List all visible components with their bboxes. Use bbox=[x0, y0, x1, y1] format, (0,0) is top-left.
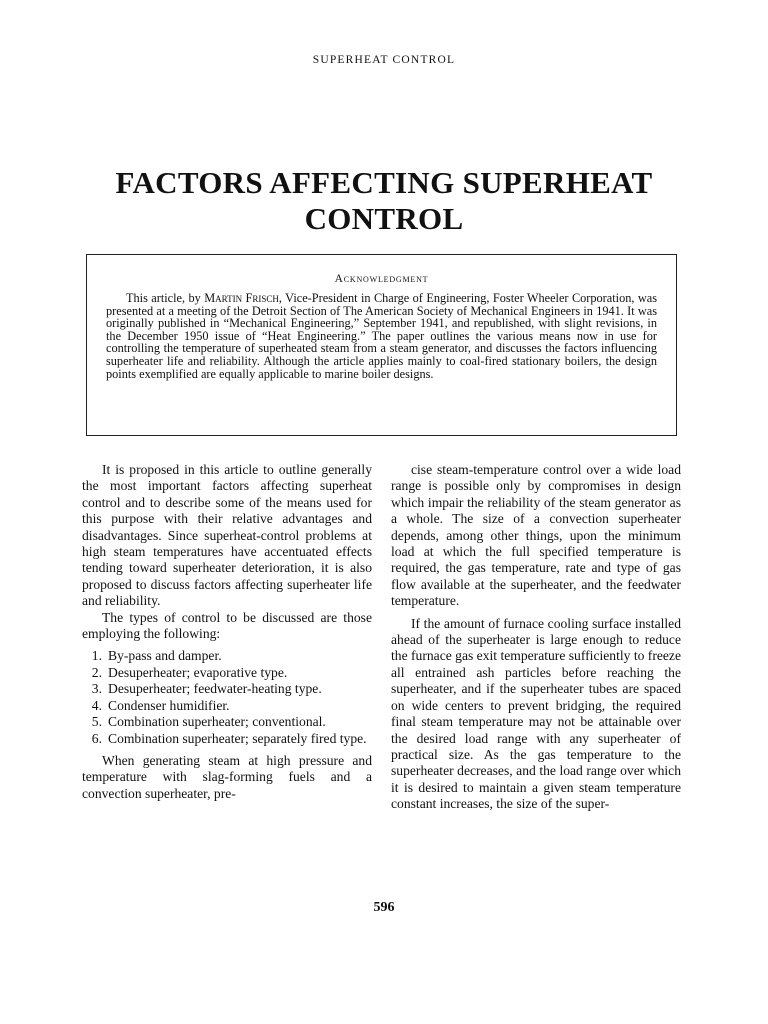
list-item-number: 6. bbox=[91, 730, 102, 746]
list-item-text: Desuperheater; evaporative type. bbox=[108, 664, 288, 680]
ack-text-after: , Vice-President in Charge of Engineering, Foster Wheeler Corporation, was presented at a meeting of the Detroit Section of The American Society of Mechanical Engineers in 1941. It was originally published in “Mechanical Engineering,” September 1941, and republished, with slight revisions, in the December 1950 issue of “Heat Engineering.” The paper outlines the various means now in use for controlling the temperature of superheated steam from a steam generator, and discusses the factors influencing superheater life and reliability. Although the article applies mainly to coal-fired stationary boilers, the design points exemplified are equally applicable to marine boiler designs. bbox=[106, 291, 657, 381]
list-item bbox=[82, 698, 372, 714]
acknowledgment-heading-text: Acknowledgment bbox=[334, 273, 429, 285]
list-item-text: By-pass and damper. bbox=[108, 648, 222, 664]
list-item-number: 4. bbox=[91, 697, 102, 713]
list-item-text: Desuperheater; feedwater-heating type. bbox=[108, 681, 322, 697]
acknowledgment-text bbox=[106, 292, 657, 380]
list-item-number: 1. bbox=[91, 648, 102, 664]
running-head: SUPERHEAT CONTROL bbox=[312, 54, 456, 66]
acknowledgment-heading bbox=[106, 273, 657, 285]
left-column bbox=[82, 462, 372, 802]
list-item-number: 3. bbox=[91, 681, 102, 697]
right-paragraph-1: cise steam-temperature control over a wide load range is possible only by compromises in design which impair the reliability of the steam generator as a whole. The size of a convection superheater depends, among other things, upon the minimum load at which the full specified temperature is required, the gas temperature, rate and type of gas flow available at the superheater, and the feedwater temperature. bbox=[391, 462, 681, 609]
list-item-number: 5. bbox=[91, 714, 102, 730]
left-paragraph-1: It is proposed in this article to outline generally the most important factors affecting superheat control and to describe some of the means used for this purpose with their relative advantages and disadvantages. Since superheat-control problems at high steam temperatures have accentuated effects tending toward superheater deterioration, it is also proposed to discuss factors affecting superheater life and reliability. bbox=[82, 462, 372, 609]
list-item-text: Combination superheater; separately fired type. bbox=[108, 730, 367, 746]
list-item bbox=[82, 648, 372, 664]
page-number: 596 bbox=[373, 900, 395, 915]
list-item bbox=[82, 731, 372, 747]
list-item bbox=[82, 665, 372, 681]
control-types-list bbox=[82, 648, 372, 746]
ack-text-before: This article, by bbox=[126, 291, 205, 305]
right-paragraph-2: If the amount of furnace cooling surface installed ahead of the superheater is large enough to reduce the furnace gas exit temperature sufficiently to freeze all entrained ash particles before reaching the superheater, and if the superheater tubes are spaced on wide centers to prevent bridging, the required final steam temperature may not be attainable over the desired load range with any superheater of practical size. As the gas temperature to the superheater decreases, and the load range over which it is desired to maintain a given steam temperature constant increases, the size of the super- bbox=[391, 615, 681, 812]
list-item-number: 2. bbox=[91, 664, 102, 680]
list-item-text: Condenser humidifier. bbox=[108, 697, 230, 713]
list-item bbox=[82, 714, 372, 730]
right-column bbox=[391, 462, 681, 813]
acknowledgment-box bbox=[86, 254, 677, 436]
article-title: FACTORS AFFECTING SUPERHEAT CONTROL bbox=[115, 165, 653, 236]
list-item bbox=[82, 681, 372, 697]
ack-author: Martin Frisch bbox=[204, 291, 279, 305]
list-item-text: Combination superheater; conventional. bbox=[108, 714, 326, 730]
left-paragraph-2: The types of control to be discussed are those employing the following: bbox=[82, 609, 372, 642]
left-paragraph-3: When generating steam at high pressure and temperature with slag-forming fuels and a convection superheater, pre- bbox=[82, 752, 372, 801]
